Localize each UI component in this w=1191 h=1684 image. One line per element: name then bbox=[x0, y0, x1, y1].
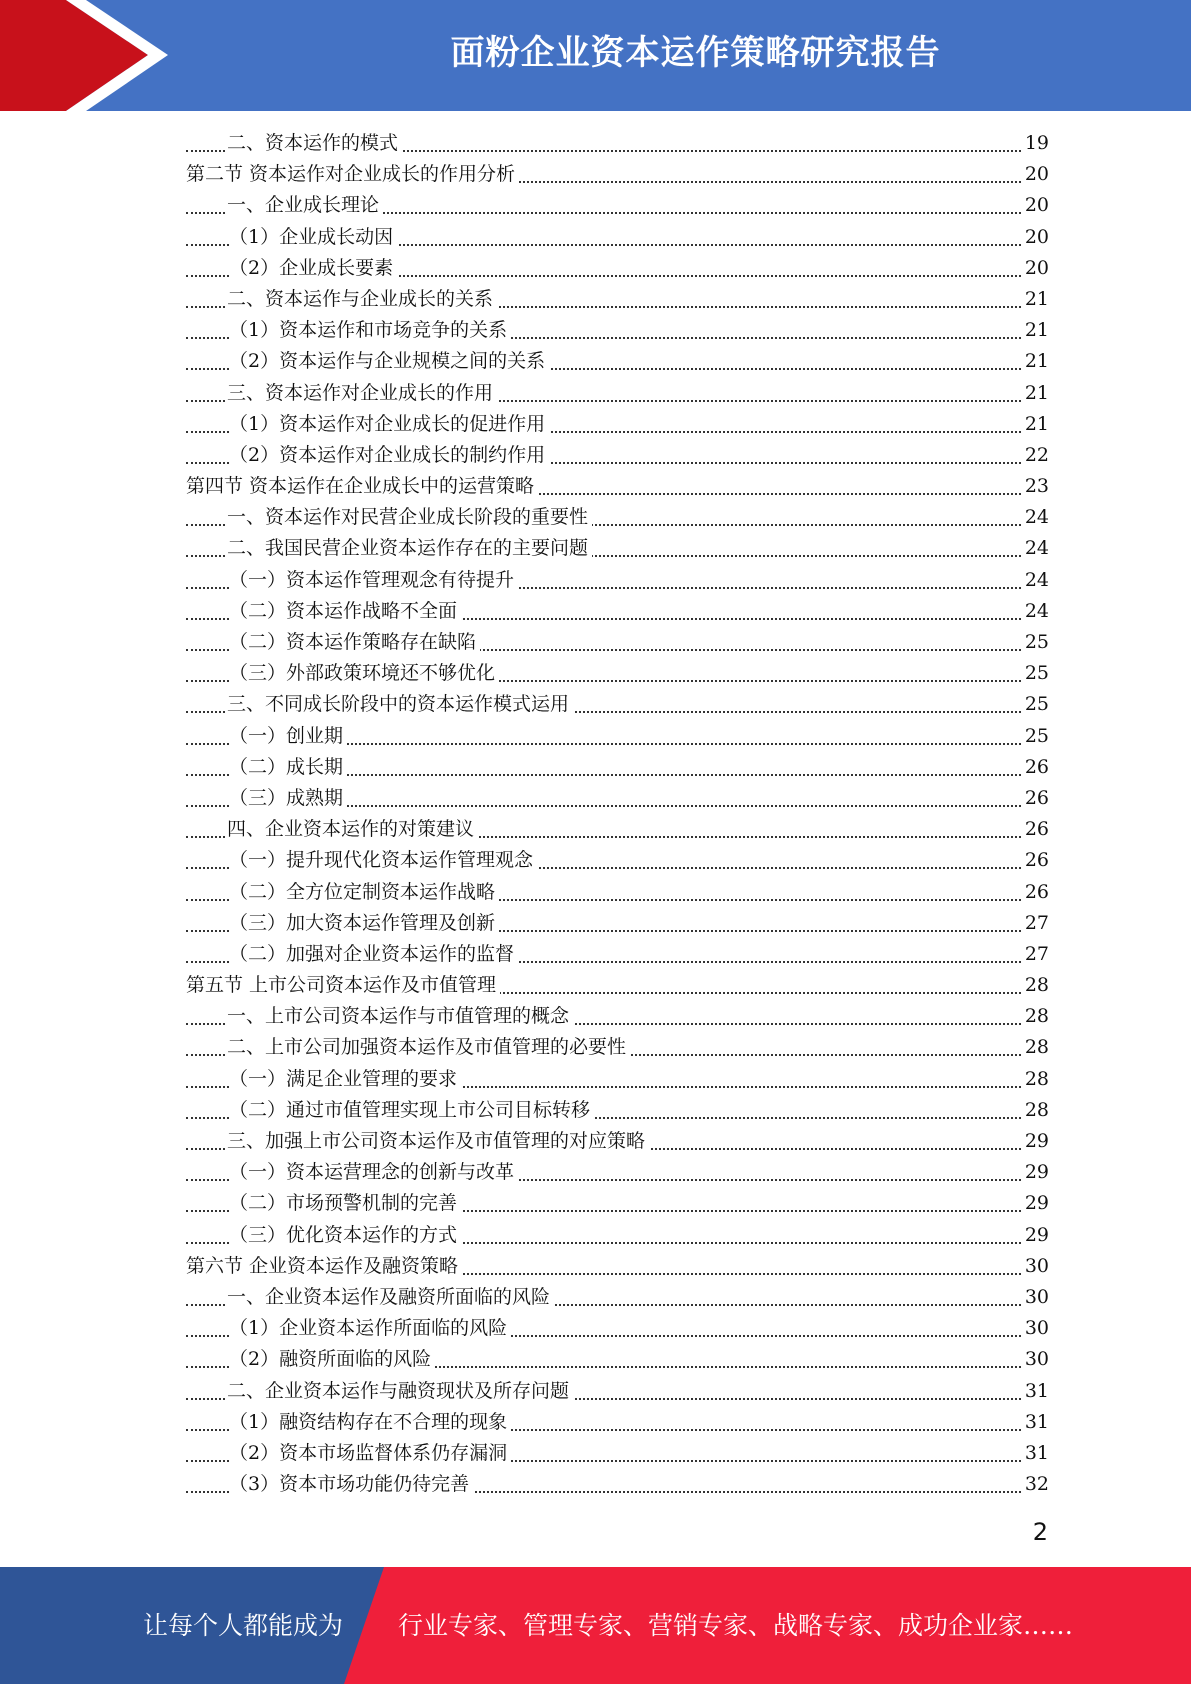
toc-entry-page: 31 bbox=[1022, 1376, 1049, 1407]
toc-entry[interactable] bbox=[186, 565, 1049, 596]
footer-banner bbox=[0, 1567, 1191, 1684]
toc-entry-title: 一、资本运作对民营企业成长阶段的重要性 bbox=[227, 506, 592, 528]
toc-entry[interactable] bbox=[186, 1188, 1049, 1219]
toc-entry-title: （2）企业成长要素 bbox=[229, 257, 397, 279]
toc-entry-page: 28 bbox=[1022, 970, 1049, 1001]
document-title: 面粉企业资本运作策略研究报告 bbox=[450, 33, 941, 73]
toc-entry-title: （一）满足企业管理的要求 bbox=[229, 1068, 461, 1090]
toc-entry[interactable] bbox=[186, 1157, 1049, 1188]
toc-entry[interactable] bbox=[186, 1376, 1049, 1407]
toc-entry-title: 二、资本运作与企业成长的关系 bbox=[227, 288, 497, 310]
toc-entry-page: 25 bbox=[1022, 689, 1049, 720]
toc-entry-page: 28 bbox=[1022, 1095, 1049, 1126]
toc-entry-page: 28 bbox=[1022, 1001, 1049, 1032]
toc-entry-page: 21 bbox=[1022, 409, 1049, 440]
toc-entry-page: 21 bbox=[1022, 378, 1049, 409]
toc-entry-page: 30 bbox=[1022, 1313, 1049, 1344]
toc-entry-title: （二）资本运作战略不全面 bbox=[229, 600, 461, 622]
toc-entry[interactable] bbox=[186, 908, 1049, 939]
toc-entry[interactable] bbox=[186, 1282, 1049, 1313]
toc-entry-title: （二）通过市值管理实现上市公司目标转移 bbox=[229, 1099, 594, 1121]
toc-entry-page: 27 bbox=[1022, 908, 1049, 939]
toc-entry-title: （1）企业成长动因 bbox=[229, 226, 397, 248]
toc-entry-page: 21 bbox=[1022, 346, 1049, 377]
toc-entry[interactable] bbox=[186, 1064, 1049, 1095]
toc-entry-title: （2）资本运作与企业规模之间的关系 bbox=[229, 350, 549, 372]
toc-entry[interactable] bbox=[186, 1313, 1049, 1344]
toc-entry-page: 31 bbox=[1022, 1407, 1049, 1438]
toc-entry-title: 二、我国民营企业资本运作存在的主要问题 bbox=[227, 537, 592, 559]
toc-entry[interactable] bbox=[186, 409, 1049, 440]
toc-entry[interactable] bbox=[186, 533, 1049, 564]
toc-entry[interactable] bbox=[186, 1126, 1049, 1157]
toc-entry[interactable] bbox=[186, 190, 1049, 221]
toc-entry[interactable] bbox=[186, 315, 1049, 346]
toc-entry-page: 25 bbox=[1022, 627, 1049, 658]
toc-entry-title: 第四节 资本运作在企业成长中的运营策略 bbox=[186, 475, 538, 497]
toc-entry[interactable] bbox=[186, 814, 1049, 845]
toc-entry-title: （一）创业期 bbox=[229, 725, 347, 747]
toc-entry-page: 24 bbox=[1022, 533, 1049, 564]
toc-entry-title: （二）市场预警机制的完善 bbox=[229, 1192, 461, 1214]
toc-entry-title: 三、资本运作对企业成长的作用 bbox=[227, 382, 497, 404]
toc-entry-title: 二、上市公司加强资本运作及市值管理的必要性 bbox=[227, 1036, 630, 1058]
toc-entry[interactable] bbox=[186, 596, 1049, 627]
toc-entry[interactable] bbox=[186, 346, 1049, 377]
toc-entry-page: 26 bbox=[1022, 752, 1049, 783]
toc-entry[interactable] bbox=[186, 1438, 1049, 1469]
header-banner bbox=[0, 0, 1191, 111]
toc-entry[interactable] bbox=[186, 970, 1049, 1001]
toc-entry[interactable] bbox=[186, 627, 1049, 658]
toc-entry-page: 30 bbox=[1022, 1251, 1049, 1282]
footer-slogan-left: 让每个人都能成为 bbox=[143, 1611, 344, 1640]
toc-entry[interactable] bbox=[186, 939, 1049, 970]
toc-entry-page: 20 bbox=[1022, 190, 1049, 221]
toc-entry-title: （二）成长期 bbox=[229, 756, 347, 778]
toc-entry[interactable] bbox=[186, 658, 1049, 689]
toc-entry[interactable] bbox=[186, 1220, 1049, 1251]
toc-entry-page: 26 bbox=[1022, 845, 1049, 876]
toc-entry-title: 第二节 资本运作对企业成长的作用分析 bbox=[186, 163, 519, 185]
toc-entry-title: （2）资本市场监督体系仍存漏洞 bbox=[229, 1442, 511, 1464]
toc-entry[interactable] bbox=[186, 128, 1049, 159]
toc-entry[interactable] bbox=[186, 1251, 1049, 1282]
toc-entry-title: （1）资本运作和市场竞争的关系 bbox=[229, 319, 511, 341]
toc-entry-title: （一）提升现代化资本运作管理观念 bbox=[229, 849, 537, 871]
toc-entry[interactable] bbox=[186, 845, 1049, 876]
toc-entry-title: （二）全方位定制资本运作战略 bbox=[229, 881, 499, 903]
toc-entry-title: 一、上市公司资本运作与市值管理的概念 bbox=[227, 1005, 573, 1027]
toc-entry-title: （二）加强对企业资本运作的监督 bbox=[229, 943, 518, 965]
toc-entry-title: （一）资本运作管理观念有待提升 bbox=[229, 569, 518, 591]
toc-entry-title: 一、企业资本运作及融资所面临的风险 bbox=[227, 1286, 554, 1308]
toc-entry[interactable] bbox=[186, 1095, 1049, 1126]
toc-entry-page: 25 bbox=[1022, 721, 1049, 752]
toc-entry-page: 20 bbox=[1022, 253, 1049, 284]
toc-entry[interactable] bbox=[186, 877, 1049, 908]
toc-entry-page: 29 bbox=[1022, 1188, 1049, 1219]
toc-entry-page: 31 bbox=[1022, 1438, 1049, 1469]
toc-entry-page: 26 bbox=[1022, 814, 1049, 845]
toc-entry[interactable] bbox=[186, 689, 1049, 720]
toc-entry-page: 28 bbox=[1022, 1064, 1049, 1095]
toc-entry-title: 二、企业资本运作与融资现状及所存问题 bbox=[227, 1380, 573, 1402]
toc-entry[interactable] bbox=[186, 1469, 1049, 1500]
toc-entry-title: 第五节 上市公司资本运作及市值管理 bbox=[186, 974, 500, 996]
toc-entry-page: 20 bbox=[1022, 222, 1049, 253]
toc-entry-title: （三）优化资本运作的方式 bbox=[229, 1224, 461, 1246]
toc-entry-page: 24 bbox=[1022, 565, 1049, 596]
toc-entry-title: （三）加大资本运作管理及创新 bbox=[229, 912, 499, 934]
toc-entry-title: （2）资本运作对企业成长的制约作用 bbox=[229, 444, 549, 466]
toc-entry-page: 29 bbox=[1022, 1220, 1049, 1251]
toc-entry-page: 19 bbox=[1022, 128, 1049, 159]
toc-entry-title: （2）融资所面临的风险 bbox=[229, 1348, 435, 1370]
toc-entry-page: 21 bbox=[1022, 284, 1049, 315]
toc-entry[interactable] bbox=[186, 440, 1049, 471]
toc-entry[interactable] bbox=[186, 502, 1049, 533]
toc-entry[interactable] bbox=[186, 752, 1049, 783]
toc-entry-title: （1）资本运作对企业成长的促进作用 bbox=[229, 413, 549, 435]
toc-entry[interactable] bbox=[186, 471, 1049, 502]
toc-entry-title: 一、企业成长理论 bbox=[227, 194, 383, 216]
toc-entry[interactable] bbox=[186, 159, 1049, 190]
toc-entry-page: 25 bbox=[1022, 658, 1049, 689]
toc-entry-page: 24 bbox=[1022, 502, 1049, 533]
toc-entry-page: 26 bbox=[1022, 877, 1049, 908]
toc-entry-title: （1）企业资本运作所面临的风险 bbox=[229, 1317, 511, 1339]
toc-entry[interactable] bbox=[186, 1032, 1049, 1063]
toc-entry-page: 26 bbox=[1022, 783, 1049, 814]
page-number: 2 bbox=[1032, 1518, 1048, 1546]
toc-entry[interactable] bbox=[186, 783, 1049, 814]
toc-entry[interactable] bbox=[186, 253, 1049, 284]
toc-entry-page: 29 bbox=[1022, 1157, 1049, 1188]
toc-entry-title: 二、资本运作的模式 bbox=[227, 132, 402, 154]
toc-entry-page: 30 bbox=[1022, 1344, 1049, 1375]
toc-entry[interactable] bbox=[186, 1001, 1049, 1032]
toc-entry[interactable] bbox=[186, 721, 1049, 752]
table-of-contents bbox=[186, 128, 1049, 1500]
toc-entry-title: 第六节 企业资本运作及融资策略 bbox=[186, 1255, 462, 1277]
toc-entry-page: 32 bbox=[1022, 1469, 1049, 1500]
toc-entry-title: （1）融资结构存在不合理的现象 bbox=[229, 1411, 511, 1433]
toc-entry-title: （二）资本运作策略存在缺陷 bbox=[229, 631, 480, 653]
toc-entry[interactable] bbox=[186, 222, 1049, 253]
toc-entry[interactable] bbox=[186, 1344, 1049, 1375]
toc-entry-page: 20 bbox=[1022, 159, 1049, 190]
toc-entry-page: 24 bbox=[1022, 596, 1049, 627]
footer-slogan-right: 行业专家、管理专家、营销专家、战略专家、成功企业家…… bbox=[398, 1611, 1074, 1640]
toc-entry[interactable] bbox=[186, 284, 1049, 315]
toc-entry-page: 29 bbox=[1022, 1126, 1049, 1157]
toc-entry-title: 三、不同成长阶段中的资本运作模式运用 bbox=[227, 693, 573, 715]
toc-entry-page: 23 bbox=[1022, 471, 1049, 502]
toc-entry-page: 30 bbox=[1022, 1282, 1049, 1313]
toc-entry-title: 四、企业资本运作的对策建议 bbox=[227, 818, 478, 840]
toc-entry-title: （三）外部政策环境还不够优化 bbox=[229, 662, 499, 684]
toc-entry-title: （一）资本运营理念的创新与改革 bbox=[229, 1161, 518, 1183]
toc-entry[interactable] bbox=[186, 378, 1049, 409]
toc-entry-page: 28 bbox=[1022, 1032, 1049, 1063]
toc-entry-title: 三、加强上市公司资本运作及市值管理的对应策略 bbox=[227, 1130, 649, 1152]
toc-entry-page: 27 bbox=[1022, 939, 1049, 970]
toc-entry-page: 21 bbox=[1022, 315, 1049, 346]
toc-entry-title: （3）资本市场功能仍待完善 bbox=[229, 1473, 473, 1495]
toc-entry[interactable] bbox=[186, 1407, 1049, 1438]
toc-entry-title: （三）成熟期 bbox=[229, 787, 347, 809]
toc-entry-page: 22 bbox=[1022, 440, 1049, 471]
